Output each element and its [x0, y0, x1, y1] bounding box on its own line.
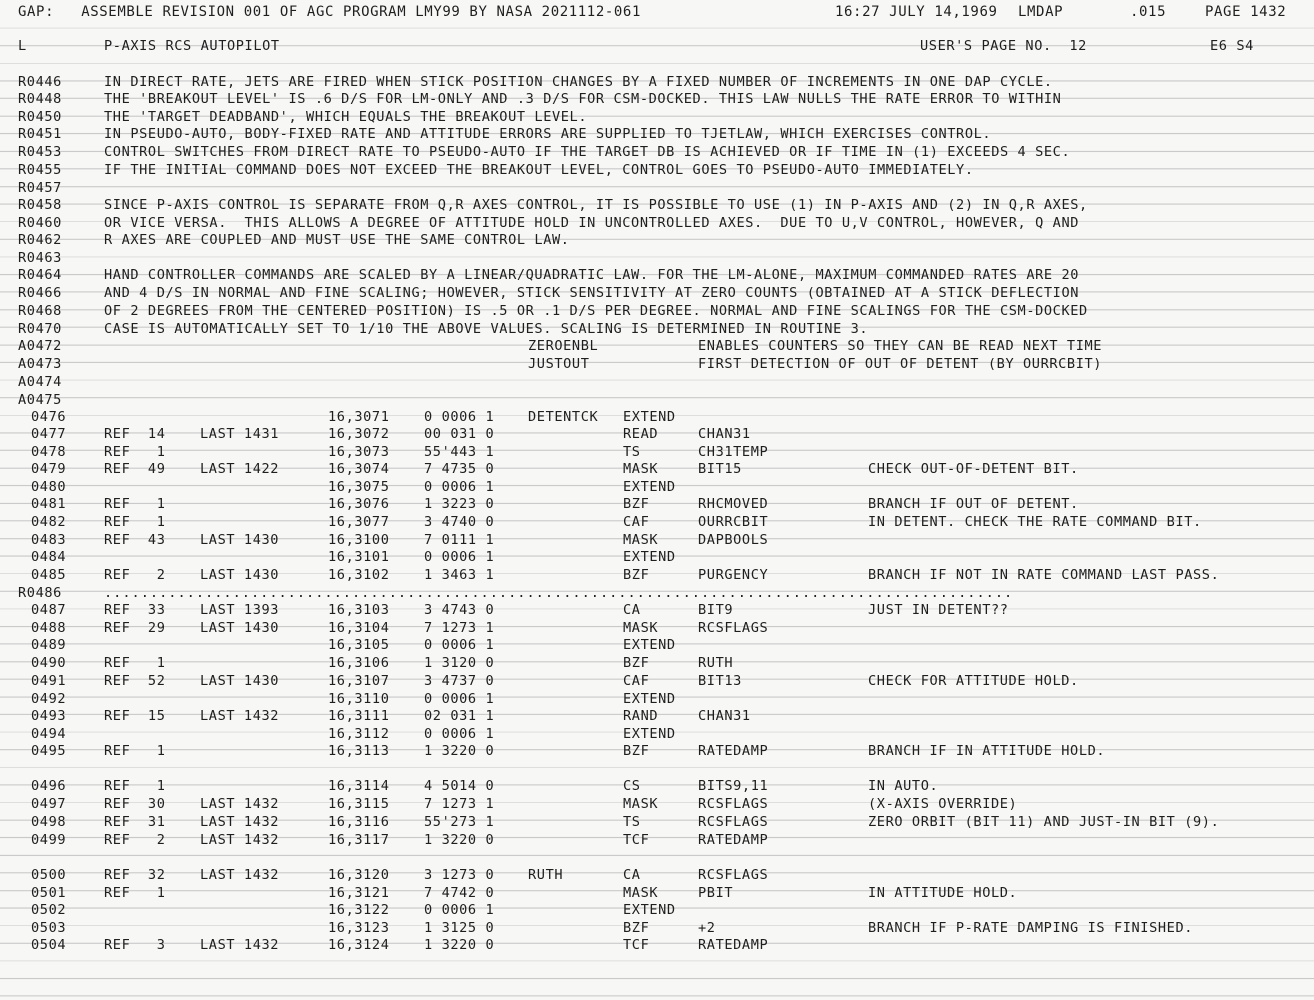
ref-count: REF 29 [104, 620, 166, 636]
remark-text: CONTROL SWITCHES FROM DIRECT RATE TO PSEUDO-AUTO IF THE TARGET DB IS ACHIEVED OR IF TIME IN (1) EXCEEDS 4 SEC. [104, 144, 1071, 160]
comment: JUST IN DETENT?? [868, 602, 1009, 618]
remark-text: R AXES ARE COUPLED AND MUST USE THE SAME CONTROL LAW. [104, 232, 570, 248]
remark-line [0, 285, 1314, 303]
address: 16,3071 [328, 409, 390, 425]
address: 16,3117 [328, 832, 390, 848]
ref-count: REF 1 [104, 743, 166, 759]
octal-word: 0 0006 1 [424, 691, 495, 707]
octal-word: 00 031 0 [424, 426, 495, 442]
code-line [0, 532, 1314, 550]
code-line [0, 655, 1314, 673]
line-number: 0491 [31, 673, 67, 689]
comment: CHECK OUT-OF-DETENT BIT. [868, 461, 1079, 477]
ref-count: REF 2 [104, 832, 166, 848]
opcode: RAND [623, 708, 659, 724]
remark-line [0, 197, 1314, 215]
line-number: 0478 [31, 444, 67, 460]
code-line [0, 620, 1314, 638]
octal-word: 0 0006 1 [424, 409, 495, 425]
line-number: A0475 [18, 392, 62, 408]
octal-word: 1 3220 0 [424, 832, 495, 848]
code-line [0, 602, 1314, 620]
address: 16,3100 [328, 532, 390, 548]
header-module: LMDAP [1018, 4, 1064, 20]
ref-count: REF 14 [104, 426, 166, 442]
remark-text: IN DIRECT RATE, JETS ARE FIRED WHEN STICK POSITION CHANGES BY A FIXED NUMBER OF INCREMENTS IN ONE DAP CYCLE. [104, 74, 1053, 90]
last-reference: LAST 1393 [200, 602, 280, 618]
annotation-text: FIRST DETECTION OF OUT OF DETENT (BY OURRCBIT) [698, 356, 1103, 372]
line-number: 0501 [31, 885, 67, 901]
address: 16,3073 [328, 444, 390, 460]
opcode: BZF [623, 567, 650, 583]
comment: IN AUTO. [868, 778, 939, 794]
line-number: 0476 [31, 409, 67, 425]
comment: (X-AXIS OVERRIDE) [868, 796, 1018, 812]
code-line [0, 549, 1314, 567]
remark-line [0, 74, 1314, 92]
line-number: 0496 [31, 778, 67, 794]
octal-word: 7 1273 1 [424, 796, 495, 812]
opcode: READ [623, 426, 659, 442]
opcode: MASK [623, 796, 659, 812]
operand: RCSFLAGS [698, 620, 769, 636]
line-number: 0504 [31, 937, 67, 953]
octal-word: 0 0006 1 [424, 637, 495, 653]
line-number: 0493 [31, 708, 67, 724]
ref-count: REF 32 [104, 867, 166, 883]
annotation-symbol: JUSTOUT [528, 356, 590, 372]
operand: BIT9 [698, 602, 734, 618]
code-line [0, 673, 1314, 691]
comment: IN ATTITUDE HOLD. [868, 885, 1018, 901]
address: 16,3110 [328, 691, 390, 707]
opcode: CAF [623, 673, 650, 689]
comment: BRANCH IF OUT OF DETENT. [868, 496, 1079, 512]
header-version: .015 [1130, 4, 1167, 20]
address: 16,3107 [328, 673, 390, 689]
ref-count: REF 15 [104, 708, 166, 724]
operand: RCSFLAGS [698, 796, 769, 812]
line-number: 0494 [31, 726, 67, 742]
octal-word: 7 4742 0 [424, 885, 495, 901]
last-reference: LAST 1430 [200, 620, 280, 636]
operand: RATEDAMP [698, 743, 769, 759]
opcode: EXTEND [623, 691, 676, 707]
code-line [0, 920, 1314, 938]
line-number: 0495 [31, 743, 67, 759]
address: 16,3113 [328, 743, 390, 759]
opcode: TCF [623, 937, 650, 953]
operand: RATEDAMP [698, 832, 769, 848]
octal-word: 0 0006 1 [424, 902, 495, 918]
ref-count: REF 52 [104, 673, 166, 689]
code-line [0, 409, 1314, 427]
remark-line [0, 303, 1314, 321]
operand: BIT13 [698, 673, 742, 689]
line-number: R0446 [18, 74, 62, 90]
dotted-separator: ................................................................................................... [104, 585, 1014, 601]
user-page-number: USER'S PAGE NO. 12 [920, 38, 1087, 54]
annotation-text: ENABLES COUNTERS SO THEY CAN BE READ NEXT TIME [698, 338, 1103, 354]
code-line [0, 479, 1314, 497]
line-number: 0502 [31, 902, 67, 918]
address: 16,3116 [328, 814, 390, 830]
operand: PBIT [698, 885, 734, 901]
code-line [0, 832, 1314, 850]
remark-line [0, 321, 1314, 339]
code-line [0, 708, 1314, 726]
opcode: BZF [623, 920, 650, 936]
remark-line [0, 180, 1314, 198]
subheader-l: L [18, 38, 27, 54]
octal-word: 3 1273 0 [424, 867, 495, 883]
last-reference: LAST 1432 [200, 832, 280, 848]
line-number: R0468 [18, 303, 62, 319]
last-reference: LAST 1430 [200, 673, 280, 689]
opcode: BZF [623, 655, 650, 671]
opcode: CA [623, 867, 641, 883]
address: 16,3122 [328, 902, 390, 918]
opcode: TS [623, 444, 641, 460]
ref-count: REF 1 [104, 444, 166, 460]
operand: OURRCBIT [698, 514, 769, 530]
last-reference: LAST 1432 [200, 796, 280, 812]
line-number: 0497 [31, 796, 67, 812]
remark-text: OF 2 DEGREES FROM THE CENTERED POSITION) IS .5 OR .1 D/S PER DEGREE. NORMAL AND FINE SCALINGS FOR THE CSM-DOCKED [104, 303, 1088, 319]
line-number: A0474 [18, 374, 62, 390]
address: 16,3112 [328, 726, 390, 742]
line-number: 0482 [31, 514, 67, 530]
comment: BRANCH IF NOT IN RATE COMMAND LAST PASS. [868, 567, 1220, 583]
ref-count: REF 3 [104, 937, 166, 953]
remark-line [0, 162, 1314, 180]
opcode: MASK [623, 620, 659, 636]
opcode: BZF [623, 496, 650, 512]
opcode: EXTEND [623, 726, 676, 742]
operand: +2 [698, 920, 716, 936]
line-number: 0484 [31, 549, 67, 565]
opcode: TCF [623, 832, 650, 848]
operand: PURGENCY [698, 567, 769, 583]
operand: CHAN31 [698, 426, 751, 442]
line-number: R0453 [18, 144, 62, 160]
ref-count: REF 1 [104, 496, 166, 512]
opcode: MASK [623, 885, 659, 901]
address: 16,3075 [328, 479, 390, 495]
code-label: DETENTCK [528, 409, 599, 425]
ref-count: REF 1 [104, 655, 166, 671]
operand: RUTH [698, 655, 734, 671]
address: 16,3123 [328, 920, 390, 936]
remark-line [0, 250, 1314, 268]
operand: BIT15 [698, 461, 742, 477]
octal-word: 3 4743 0 [424, 602, 495, 618]
code-line [0, 637, 1314, 655]
octal-word: 55'443 1 [424, 444, 495, 460]
line-number: 0498 [31, 814, 67, 830]
line-number: 0477 [31, 426, 67, 442]
line-number: 0480 [31, 479, 67, 495]
operand: CH31TEMP [698, 444, 769, 460]
address: 16,3114 [328, 778, 390, 794]
line-number: R0463 [18, 250, 62, 266]
code-label: RUTH [528, 867, 564, 883]
annotation-line [0, 374, 1314, 392]
code-line [0, 514, 1314, 532]
remark-text: OR VICE VERSA. THIS ALLOWS A DEGREE OF ATTITUDE HOLD IN UNCONTROLLED AXES. DUE TO U,V CONTROL, HOWEVER, Q AND [104, 215, 1080, 231]
code-line [0, 567, 1314, 585]
annotation-line [0, 356, 1314, 374]
address: 16,3101 [328, 549, 390, 565]
opcode: EXTEND [623, 549, 676, 565]
octal-word: 1 3120 0 [424, 655, 495, 671]
code-line [0, 461, 1314, 479]
address: 16,3115 [328, 796, 390, 812]
remark-line [0, 91, 1314, 109]
line-number: 0500 [31, 867, 67, 883]
opcode: EXTEND [623, 902, 676, 918]
line-number: R0458 [18, 197, 62, 213]
last-reference: LAST 1432 [200, 867, 280, 883]
line-number: R0455 [18, 162, 62, 178]
header-title: GAP: ASSEMBLE REVISION 001 OF AGC PROGRAM LMY99 BY NASA 2021112-061 [18, 4, 641, 20]
operand: RHCMOVED [698, 496, 769, 512]
line-number: R0457 [18, 180, 62, 196]
ref-count: REF 1 [104, 778, 166, 794]
page-header [0, 4, 1314, 22]
code-line [0, 444, 1314, 462]
operand: RCSFLAGS [698, 814, 769, 830]
address: 16,3105 [328, 637, 390, 653]
line-number: R0486 [18, 585, 62, 601]
separator-line [0, 585, 1314, 603]
line-number: A0472 [18, 338, 62, 354]
code-line [0, 496, 1314, 514]
address: 16,3076 [328, 496, 390, 512]
remark-text: SINCE P-AXIS CONTROL IS SEPARATE FROM Q,R AXES CONTROL, IT IS POSSIBLE TO USE (1) IN P-AXIS AND (2) IN Q,R AXES, [104, 197, 1088, 213]
opcode: CS [623, 778, 641, 794]
opcode: CAF [623, 514, 650, 530]
octal-word: 0 0006 1 [424, 726, 495, 742]
address: 16,3111 [328, 708, 390, 724]
code-line [0, 814, 1314, 832]
address: 16,3104 [328, 620, 390, 636]
code-line [0, 691, 1314, 709]
octal-word: 7 0111 1 [424, 532, 495, 548]
octal-word: 55'273 1 [424, 814, 495, 830]
address: 16,3074 [328, 461, 390, 477]
remark-line [0, 109, 1314, 127]
line-number: 0485 [31, 567, 67, 583]
ref-count: REF 2 [104, 567, 166, 583]
last-reference: LAST 1430 [200, 532, 280, 548]
comment: ZERO ORBIT (BIT 11) AND JUST-IN BIT (9). [868, 814, 1220, 830]
code-line [0, 885, 1314, 903]
opcode: BZF [623, 743, 650, 759]
address: 16,3106 [328, 655, 390, 671]
octal-word: 1 3220 0 [424, 937, 495, 953]
line-number: R0460 [18, 215, 62, 231]
operand: DAPBOOLS [698, 532, 769, 548]
code-line [0, 937, 1314, 955]
opcode: MASK [623, 461, 659, 477]
octal-word: 7 1273 1 [424, 620, 495, 636]
remark-text: IF THE INITIAL COMMAND DOES NOT EXCEED THE BREAKOUT LEVEL, CONTROL GOES TO PSEUDO-AUTO IMMEDIATELY. [104, 162, 974, 178]
ref-count: REF 31 [104, 814, 166, 830]
octal-word: 3 4737 0 [424, 673, 495, 689]
address: 16,3124 [328, 937, 390, 953]
remark-line [0, 126, 1314, 144]
line-number: 0490 [31, 655, 67, 671]
opcode: EXTEND [623, 637, 676, 653]
octal-word: 02 031 1 [424, 708, 495, 724]
comment: IN DETENT. CHECK THE RATE COMMAND BIT. [868, 514, 1202, 530]
last-reference: LAST 1432 [200, 708, 280, 724]
octal-word: 1 3125 0 [424, 920, 495, 936]
opcode: EXTEND [623, 409, 676, 425]
octal-word: 0 0006 1 [424, 549, 495, 565]
line-number: 0488 [31, 620, 67, 636]
code-line [0, 726, 1314, 744]
address: 16,3072 [328, 426, 390, 442]
ref-count: REF 30 [104, 796, 166, 812]
ref-count: REF 43 [104, 532, 166, 548]
remark-line [0, 267, 1314, 285]
last-reference: LAST 1422 [200, 461, 280, 477]
opcode: EXTEND [623, 479, 676, 495]
code-line [0, 743, 1314, 761]
code-line [0, 867, 1314, 885]
line-number: 0479 [31, 461, 67, 477]
line-number: A0473 [18, 356, 62, 372]
opcode: CA [623, 602, 641, 618]
code-line [0, 778, 1314, 796]
comment: CHECK FOR ATTITUDE HOLD. [868, 673, 1079, 689]
line-number: 0487 [31, 602, 67, 618]
octal-word: 1 3223 0 [424, 496, 495, 512]
opcode: TS [623, 814, 641, 830]
octal-word: 7 4735 0 [424, 461, 495, 477]
ref-count: REF 1 [104, 514, 166, 530]
remark-text: CASE IS AUTOMATICALLY SET TO 1/10 THE ABOVE VALUES. SCALING IS DETERMINED IN ROUTINE 3. [104, 321, 869, 337]
address: 16,3077 [328, 514, 390, 530]
header-page-number: PAGE 1432 [1205, 4, 1287, 20]
remark-line [0, 144, 1314, 162]
remark-text: THE 'TARGET DEADBAND', WHICH EQUALS THE BREAKOUT LEVEL. [104, 109, 588, 125]
section-code: E6 S4 [1210, 38, 1254, 54]
line-number: R0450 [18, 109, 62, 125]
remark-line [0, 232, 1314, 250]
octal-word: 1 3220 0 [424, 743, 495, 759]
annotation-line [0, 392, 1314, 410]
remark-text: THE 'BREAKOUT LEVEL' IS .6 D/S FOR LM-ONLY AND .3 D/S FOR CSM-DOCKED. THIS LAW NULLS THE RATE ERROR TO WITHIN [104, 91, 1062, 107]
last-reference: LAST 1432 [200, 937, 280, 953]
line-number: R0448 [18, 91, 62, 107]
code-line [0, 426, 1314, 444]
annotation-line [0, 338, 1314, 356]
address: 16,3103 [328, 602, 390, 618]
remark-text: HAND CONTROLLER COMMANDS ARE SCALED BY A LINEAR/QUADRATIC LAW. FOR THE LM-ALONE, MAXIMUM COMMANDED RATES ARE 20 [104, 267, 1080, 283]
last-reference: LAST 1432 [200, 814, 280, 830]
octal-word: 4 5014 0 [424, 778, 495, 794]
ref-count: REF 1 [104, 885, 166, 901]
ref-count: REF 49 [104, 461, 166, 477]
operand: RCSFLAGS [698, 867, 769, 883]
octal-word: 0 0006 1 [424, 479, 495, 495]
address: 16,3102 [328, 567, 390, 583]
remark-text: IN PSEUDO-AUTO, BODY-FIXED RATE AND ATTITUDE ERRORS ARE SUPPLIED TO TJETLAW, WHICH EXERCISES CONTROL. [104, 126, 992, 142]
line-number: 0481 [31, 496, 67, 512]
header-timestamp: 16:27 JULY 14,1969 [835, 4, 998, 20]
operand: CHAN31 [698, 708, 751, 724]
address: 16,3121 [328, 885, 390, 901]
last-reference: LAST 1430 [200, 567, 280, 583]
line-number: 0503 [31, 920, 67, 936]
line-number: R0470 [18, 321, 62, 337]
line-number: R0466 [18, 285, 62, 301]
code-line [0, 902, 1314, 920]
annotation-symbol: ZEROENBL [528, 338, 599, 354]
remark-line [0, 215, 1314, 233]
line-number: R0451 [18, 126, 62, 142]
last-reference: LAST 1431 [200, 426, 280, 442]
section-title: P-AXIS RCS AUTOPILOT [104, 38, 280, 54]
opcode: MASK [623, 532, 659, 548]
octal-word: 1 3463 1 [424, 567, 495, 583]
line-number: 0489 [31, 637, 67, 653]
line-number: 0492 [31, 691, 67, 707]
octal-word: 3 4740 0 [424, 514, 495, 530]
ref-count: REF 33 [104, 602, 166, 618]
line-number: 0483 [31, 532, 67, 548]
subheader [0, 38, 1314, 56]
line-number: R0462 [18, 232, 62, 248]
operand: RATEDAMP [698, 937, 769, 953]
line-number: R0464 [18, 267, 62, 283]
remark-text: AND 4 D/S IN NORMAL AND FINE SCALING; HOWEVER, STICK SENSITIVITY AT ZERO COUNTS (OBTAINED AT A STICK DEFLECTION [104, 285, 1080, 301]
line-number: 0499 [31, 832, 67, 848]
comment: BRANCH IF IN ATTITUDE HOLD. [868, 743, 1106, 759]
code-line [0, 796, 1314, 814]
address: 16,3120 [328, 867, 390, 883]
comment: BRANCH IF P-RATE DAMPING IS FINISHED. [868, 920, 1194, 936]
operand: BITS9,11 [698, 778, 769, 794]
